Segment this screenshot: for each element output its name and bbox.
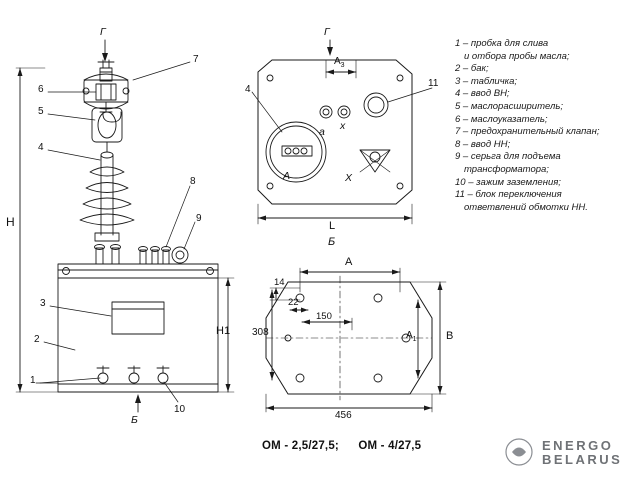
caption-right: ОМ - 4/27,5 xyxy=(358,440,422,452)
callout-8: 8 xyxy=(190,176,196,187)
logo-line-2: BELARUS xyxy=(542,452,623,467)
callout-5: 5 xyxy=(38,106,44,117)
caption-left: ОМ - 2,5/27,5; xyxy=(262,440,339,452)
dim-308 xyxy=(270,290,275,380)
dim-label-308: 308 xyxy=(252,327,269,338)
tank-body xyxy=(58,278,218,392)
callout-1: 1 xyxy=(30,375,36,386)
legend-item: и отбора пробы масла; xyxy=(464,50,570,62)
callout-4: 4 xyxy=(38,142,44,153)
legend-item: 6 – маслоуказатель; xyxy=(455,113,548,125)
section-arrow-b-front xyxy=(135,394,141,412)
dim-label-150: 150 xyxy=(316,311,332,322)
top-view-outline xyxy=(258,60,412,204)
callout-top-4: 4 xyxy=(245,84,251,95)
terminal-x: x xyxy=(340,120,346,132)
legend-item: 8 – ввод НН; xyxy=(455,138,511,150)
dim-label-a: A xyxy=(345,256,353,268)
dim-a xyxy=(300,268,400,292)
dim-label-h1: H1 xyxy=(216,325,231,337)
hv-bushing xyxy=(80,142,134,241)
legend-item: 2 – бак; xyxy=(455,63,489,75)
dim-label-h: H xyxy=(6,215,15,229)
legend-item: 11 – блок переключения xyxy=(455,189,562,201)
tank-top-plate xyxy=(58,245,218,279)
dim-label-a3: $A_3$ xyxy=(334,56,345,69)
legend-item: 4 – ввод ВН; xyxy=(455,88,510,100)
terminal-A: A xyxy=(283,170,291,182)
legend-item: 10 – зажим заземления; xyxy=(455,176,561,188)
lv-bushings xyxy=(95,245,171,265)
bottom-fittings xyxy=(97,366,169,383)
brand-logo xyxy=(508,437,628,471)
callout-7: 7 xyxy=(193,54,199,65)
terminal-a: a xyxy=(319,126,325,138)
dim-label-a1: $A_1$ xyxy=(406,330,417,343)
section-mark-b-top: Б xyxy=(328,236,336,248)
callout-top-11: 11 xyxy=(428,78,439,89)
legend-item: 9 – серьга для подъема xyxy=(455,151,561,163)
callout-9: 9 xyxy=(196,213,202,224)
legend-item: ответвлений обмотки НН. xyxy=(464,201,588,213)
legend-item: 1 – пробка для слива xyxy=(455,38,549,49)
dim-label-l: L xyxy=(329,220,336,232)
oil-expander xyxy=(83,60,129,142)
dim-label-456: 456 xyxy=(335,410,352,421)
terminal-X: X xyxy=(345,172,353,184)
legend-list xyxy=(455,38,633,214)
section-mark-b-front: Б xyxy=(131,414,138,426)
dim-22 xyxy=(290,308,308,313)
dim-label-b: B xyxy=(446,330,454,342)
legend-item: 3 – табличка; xyxy=(455,75,518,87)
logo-line-1: ENERGO xyxy=(542,438,614,453)
leaders-front xyxy=(36,62,195,402)
callout-2: 2 xyxy=(34,334,40,345)
figure-caption xyxy=(262,440,492,452)
callout-10: 10 xyxy=(174,404,186,415)
section-arrow-g-front xyxy=(102,40,108,62)
callout-3: 3 xyxy=(40,298,46,309)
dim-label-22: 22 xyxy=(288,297,299,308)
legend-item: трансформатора; xyxy=(464,163,549,175)
legend-item: 5 – маслорасширитель; xyxy=(455,100,563,112)
section-mark-g-top: Г xyxy=(324,26,330,38)
section-arrow-g-top xyxy=(327,40,333,56)
section-mark-g-front: Г xyxy=(100,26,106,38)
callout-6: 6 xyxy=(38,84,44,95)
legend-item: 7 – предохранительный клапан; xyxy=(455,126,600,138)
dim-label-14: 14 xyxy=(274,277,285,288)
